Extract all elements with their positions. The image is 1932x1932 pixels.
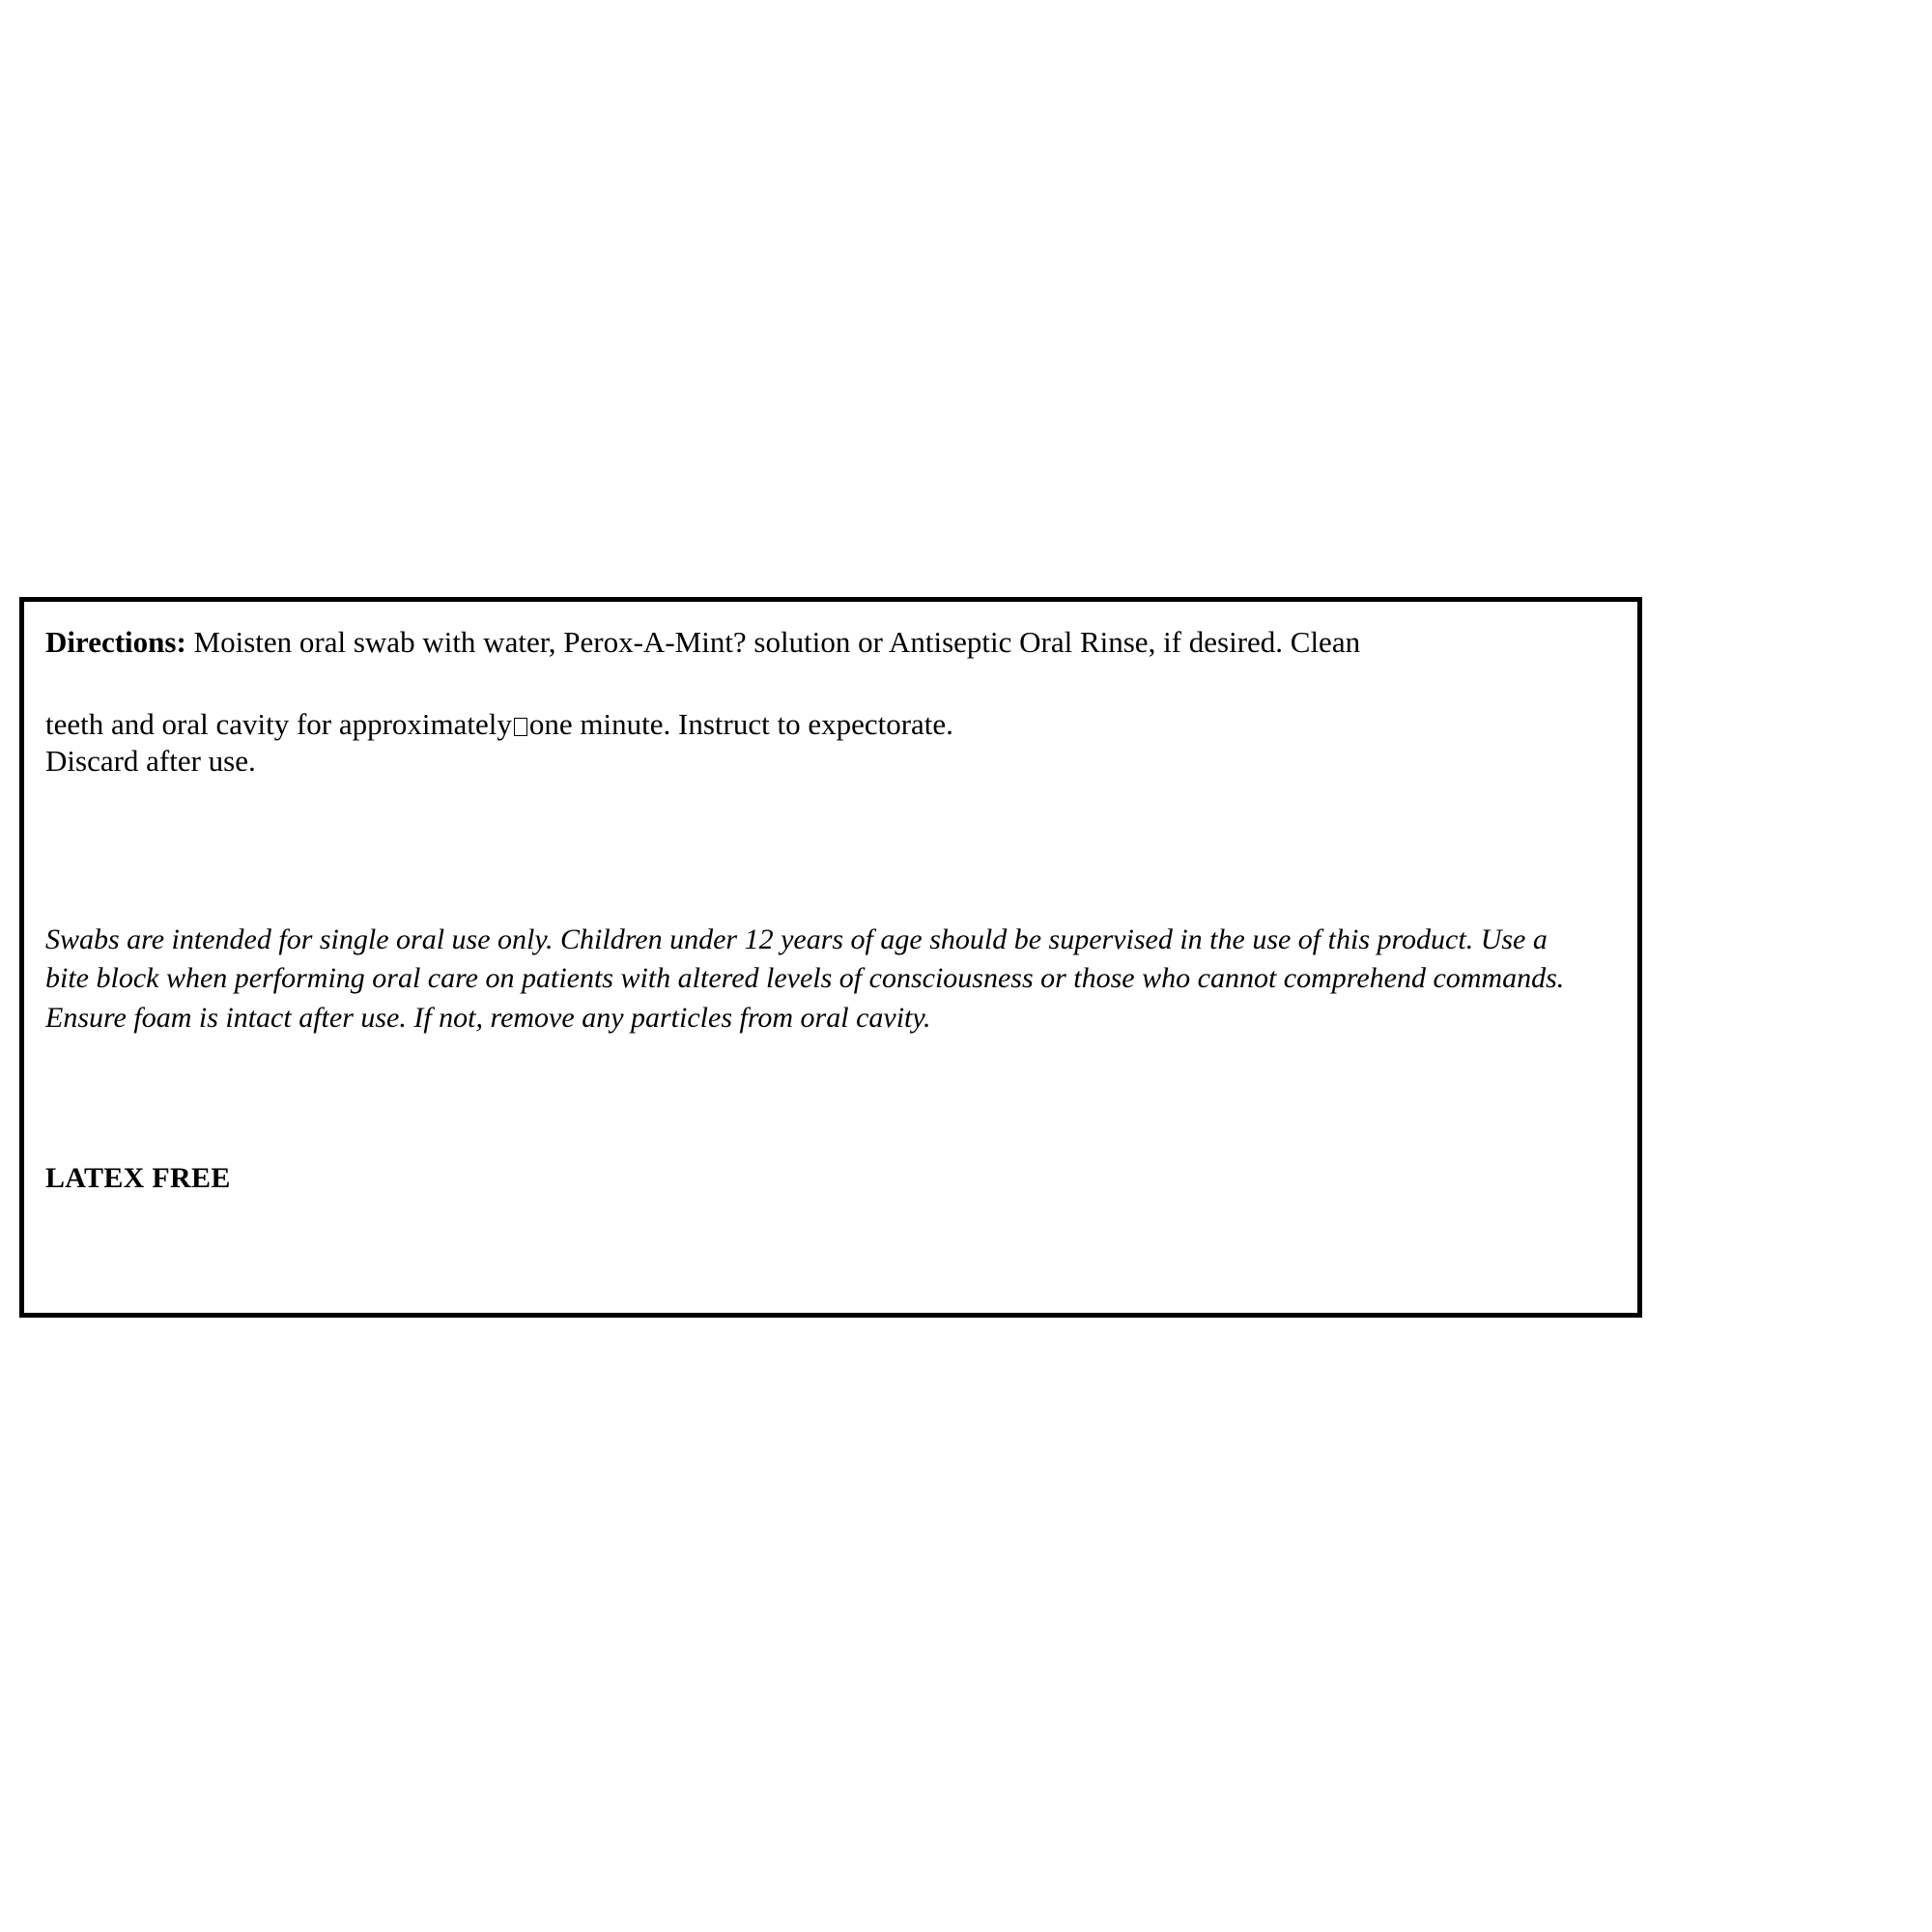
directions-line-3: Discard after use. — [45, 744, 256, 779]
directions-line-2-before: teeth and oral cavity for approximately — [45, 706, 512, 741]
warning-text: Swabs are intended for single oral use only. Children under 12 years of age should be supervised in the use of this product. Use a bite block when performing oral care on patients with altered levels of consciousness or those who cannot comprehend commands. Ensure foam is intact after use. If not, remove any particles from oral cavity. — [45, 923, 1565, 1035]
directions-spacer — [45, 659, 1616, 709]
latex-free-statement: LATEX FREE — [45, 1162, 231, 1195]
directions-line-2 — [45, 706, 1616, 741]
directions-label: Directions: — [45, 625, 186, 659]
directions-line-1-text: Moisten oral swab with water, Perox-A-Mint? solution or Antiseptic Oral Rinse, if desired. Clean — [185, 625, 1361, 659]
missing-glyph-icon — [514, 718, 527, 736]
product-label-box — [19, 597, 1642, 1318]
directions-section — [45, 627, 1616, 778]
directions-line-2-after: one minute. Instruct to expectorate. — [528, 706, 953, 741]
directions-line-1 — [45, 627, 1616, 659]
